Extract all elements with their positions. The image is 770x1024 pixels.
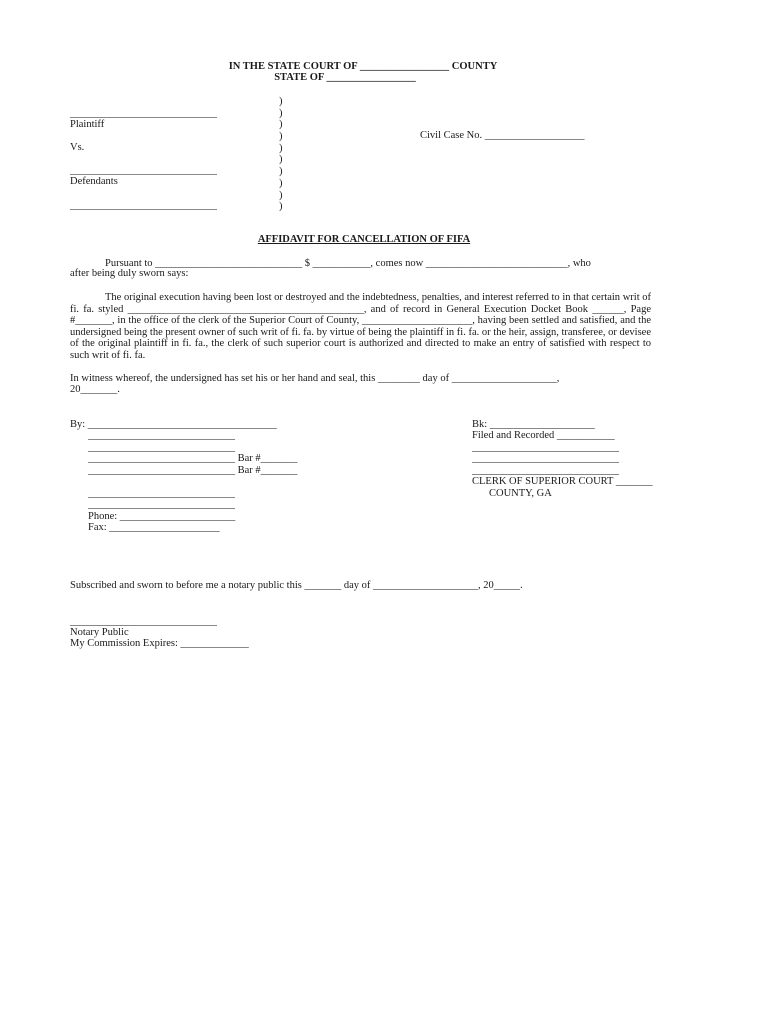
caption-divider — [279, 96, 291, 213]
attorney-line: ____________________________ Bar #_______ — [88, 453, 298, 464]
paren-mark: ) — [279, 154, 283, 166]
paren-mark: ) — [279, 177, 283, 189]
civil-case-number: Civil Case No. ___________________ — [420, 130, 585, 141]
clerk-blank-line: ____________________________ — [472, 442, 619, 453]
plaintiff-label: Plaintiff — [70, 119, 105, 130]
paren-mark: ) — [279, 166, 283, 178]
attorney-line: ____________________________ — [88, 430, 235, 441]
witness-line-1: In witness whereof, the undersigned has set his or her hand and seal, this ________ day of ____________________, — [70, 373, 560, 384]
by-signature-line: By: ____________________________________ — [70, 419, 277, 430]
attorney-bar-line: ____________________________ Bar #_______ — [88, 465, 298, 476]
witness-line-2: 20_______. — [70, 384, 120, 395]
attorney-line: ____________________________ — [88, 499, 235, 510]
versus-label: Vs. — [70, 142, 85, 153]
caption-bottom-line: ____________________________ — [70, 200, 217, 211]
clerk-county-line: COUNTY, GA — [489, 488, 552, 499]
clerk-title-line: CLERK OF SUPERIOR COURT _______ — [472, 476, 653, 487]
intro-line-1: Pursuant to ____________________________ $ ___________, comes now ___________________________, who — [105, 258, 591, 269]
attorney-line: ____________________________ — [88, 488, 235, 499]
defendants-label: Defendants — [70, 176, 118, 187]
defendants-signature-line: ____________________________ — [70, 165, 217, 176]
clerk-blank-line: ____________________________ — [472, 465, 619, 476]
paren-mark: ) — [279, 119, 283, 131]
fax-line: Fax: _____________________ — [88, 522, 220, 533]
paren-mark: ) — [279, 201, 283, 213]
plaintiff-signature-line: ____________________________ — [70, 108, 217, 119]
body-paragraph — [70, 292, 651, 362]
paren-mark: ) — [279, 189, 283, 201]
paren-mark: ) — [279, 142, 283, 154]
commission-expires-line: My Commission Expires: _____________ — [70, 638, 249, 649]
intro-line-2: after being duly sworn says: — [70, 268, 189, 279]
state-heading: STATE OF _________________ — [274, 72, 416, 83]
filed-recorded-line: Filed and Recorded ___________ — [472, 430, 615, 441]
document-title: AFFIDAVIT FOR CANCELLATION OF FIFA — [257, 234, 471, 245]
paren-mark: ) — [279, 96, 283, 107]
court-heading: IN THE STATE COURT OF _________________ COUNTY — [228, 61, 498, 72]
body-text: The original execution having been lost or destroyed and the indebtedness, penalties, and interest referred to in that certain writ of fi. fa. styled _____________________________________________, and of record in General Execution Docket Book ______, Page #_______, in the office of the clerk of the Superior Court of County, _____________________, having been settled and satisfied, and the undersigned being the present owner of such writ of fi. fa. by virtue of being the plaintiff in fi. fa. or the heir, assign, transferee, or devisee of the original plaintiff in fi. fa., the clerk of such superior court is authorized and directed to make an entry of satisfied with respect to such writ of fi. fa. — [70, 292, 651, 361]
subscribed-sworn-line: Subscribed and sworn to before me a notary public this _______ day of ____________________, 20_____. — [70, 580, 523, 591]
clerk-blank-line: ____________________________ — [472, 453, 619, 464]
attorney-line: ____________________________ — [88, 442, 235, 453]
phone-line: Phone: ______________________ — [88, 511, 236, 522]
notary-public-label: Notary Public — [70, 627, 129, 638]
paren-mark: ) — [279, 107, 283, 119]
notary-signature-line: ____________________________ — [70, 616, 217, 627]
paren-mark: ) — [279, 131, 283, 143]
book-line: Bk: ____________________ — [472, 419, 595, 430]
